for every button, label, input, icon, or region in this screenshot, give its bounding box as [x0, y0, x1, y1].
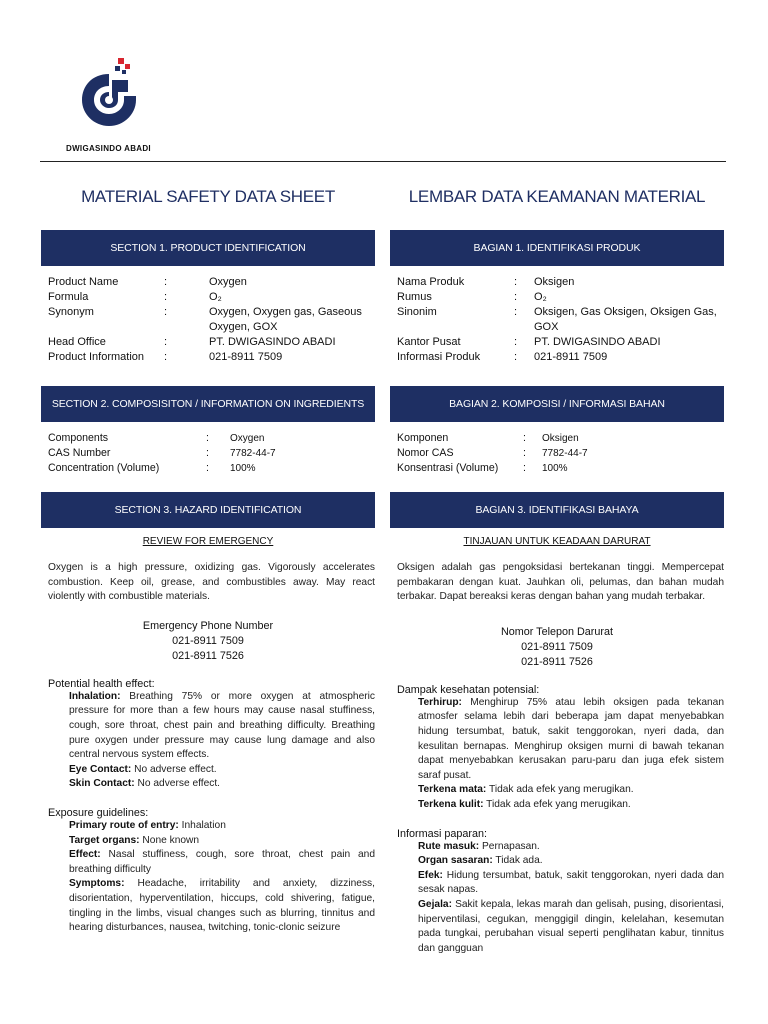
table-row: CAS Number : 7782-44-7	[48, 447, 276, 459]
header-divider	[40, 161, 726, 162]
route-line: Primary route of entry: Inhalation	[69, 819, 226, 831]
section1-bar: SECTION 1. PRODUCT IDENTIFICATION	[41, 230, 375, 266]
terkena-kulit-line: Terkena kulit: Tidak ada efek yang merugikan.	[418, 798, 631, 810]
nomor-telepon-label: Nomor Telepon Darurat	[500, 625, 614, 638]
table-row: Components : Oxygen	[48, 432, 265, 444]
terkena-mata-line: Terkena mata: Tidak ada efek yang merugikan.	[418, 784, 634, 796]
table-row: Formula : O₂	[48, 291, 222, 303]
inhalation-paragraph: Inhalation: Breathing 75% or more oxygen at atmospheric pressure for more than a few hours may cause nasal stuffiness, cough, sore throat, chest pain and breathing difficulty. Breathing pure oxygen under pressure may cause lung damage and also central nervous system effects.	[69, 690, 375, 761]
company-logo-icon	[78, 56, 140, 128]
page-title-english: MATERIAL SAFETY DATA SHEET	[81, 187, 335, 206]
bagian3-bar: BAGIAN 3. IDENTIFIKASI BAHAYA	[390, 492, 724, 528]
eye-contact-line: Eye Contact: No adverse effect.	[69, 763, 217, 775]
company-name: DWIGASINDO ABADI	[66, 144, 151, 153]
table-row: Komponen : Oksigen	[397, 432, 579, 444]
table-row: Konsentrasi (Volume) : 100%	[397, 462, 568, 474]
effect-paragraph: Effect: Nasal stuffiness, cough, sore throat, chest pain and breathing difficulty	[69, 849, 375, 875]
symptoms-paragraph: Symptoms: Headache, irritability and anxiety, dizziness, disorientation, hyperventilation, hiccups, cold shivering, fatigue, tingling in the limbs, visual changes such as blurring, tinnitus and hearing disturbances, nausea, twitching, tonic-clonic seizure	[69, 878, 375, 934]
table-row: Rumus : O₂	[397, 291, 547, 303]
emergency-phone-label: Emergency Phone Number	[142, 619, 274, 632]
gejala-paragraph: Gejala: Sakit kepala, lekas marah dan gelisah, pusing, disorientasi, hiperventilasi, cegukan, menggigil dingin, kelelahan, kesemutan pada tungkai, perubahan visual seperti penglihatan kabur, tinnitus dan gangguan	[418, 898, 724, 954]
table-row: Head Office : PT. DWIGASINDO ABADI	[48, 336, 336, 348]
efek-paragraph: Efek: Hidung tersumbat, batuk, sakit tenggorokan, nyeri dada dan sesak napas.	[418, 869, 724, 896]
health-effect-title: Potential health effect:	[48, 677, 155, 690]
table-row: Kantor Pusat : PT. DWIGASINDO ABADI	[397, 336, 661, 348]
english-column	[41, 184, 375, 936]
rute-masuk-line: Rute masuk: Pernapasan.	[418, 840, 540, 852]
section2-bar: SECTION 2. COMPOSISITON / INFORMATION ON INGREDIENTS	[41, 386, 375, 422]
table-row: Informasi Produk : 021-8911 7509	[397, 351, 608, 363]
nomor-telepon-1: 021-8911 7509	[521, 640, 593, 653]
page-title-indonesian: LEMBAR DATA KEAMANAN MATERIAL	[408, 187, 706, 206]
table-row: Synonym : Oxygen, Oxygen gas, Gaseous Oxygen, GOX	[48, 306, 362, 333]
review-text: Oxygen is a high pressure, oxidizing gas. Vigorously accelerates combustion. Keep oil, grease, and combustibles away. May react violently with combustible materials.	[48, 562, 375, 603]
product-identification-table	[41, 275, 375, 365]
bagian2-bar: BAGIAN 2. KOMPOSISI / INFORMASI BAHAN	[390, 386, 724, 422]
document-header	[0, 0, 768, 162]
exposure-title: Exposure guidelines:	[48, 806, 149, 819]
emergency-phone-2: 021-8911 7526	[172, 649, 244, 662]
tinjauan-title: TINJAUAN UNTUK KEADAAN DARURAT	[463, 536, 651, 547]
identifikasi-produk-table	[390, 275, 724, 365]
terhirup-paragraph: Terhirup: Menghirup 75% atau lebih oksigen pada tekanan atmosfer selama lebih dari beberapa jam dapat menyebabkan hidung tersumbat, batuk, sakit tenggorokan, nyeri dada, dan kesulitan bernapas. Menghirup oksigen murni di bawah tekanan dapat menyebabkan kerusakan paru-paru dan juga efek sistem saraf pusat.	[418, 696, 724, 781]
table-row: Sinonim : Oksigen, Gas Oksigen, Oksigen Gas, GOX	[397, 306, 717, 333]
bagian1-bar: BAGIAN 1. IDENTIFIKASI PRODUK	[390, 230, 724, 266]
table-row: Concentration (Volume) : 100%	[48, 462, 256, 474]
organs-line: Target organs: None known	[69, 834, 200, 846]
informasi-paparan-title: Informasi paparan:	[397, 827, 488, 840]
emergency-phone-1: 021-8911 7509	[172, 634, 244, 647]
table-row: Nama Produk : Oksigen	[397, 276, 575, 288]
komposisi-table	[390, 431, 724, 476]
organ-sasaran-line: Organ sasaran: Tidak ada.	[418, 855, 543, 867]
table-row: Nomor CAS : 7782-44-7	[397, 447, 588, 459]
tinjauan-text: Oksigen adalah gas pengoksidasi bertekanan tinggi. Mempercepat pembakaran dengan kuat. Jauhkan oli, pelumas, dan bahan mudah terbakar. Dapat bereaksi keras dengan bahan yang mudah terbakar.	[397, 562, 724, 603]
table-row: Product Information : 021-8911 7509	[48, 351, 283, 363]
table-row: Product Name : Oxygen	[48, 276, 247, 288]
composition-table	[41, 431, 375, 476]
section3-bar: SECTION 3. HAZARD IDENTIFICATION	[41, 492, 375, 528]
skin-contact-line: Skin Contact: No adverse effect.	[69, 778, 221, 790]
dampak-kesehatan-title: Dampak kesehatan potensial:	[397, 683, 540, 696]
nomor-telepon-2: 021-8911 7526	[521, 655, 593, 668]
review-title: REVIEW FOR EMERGENCY	[142, 536, 274, 547]
indonesian-column	[390, 184, 724, 956]
